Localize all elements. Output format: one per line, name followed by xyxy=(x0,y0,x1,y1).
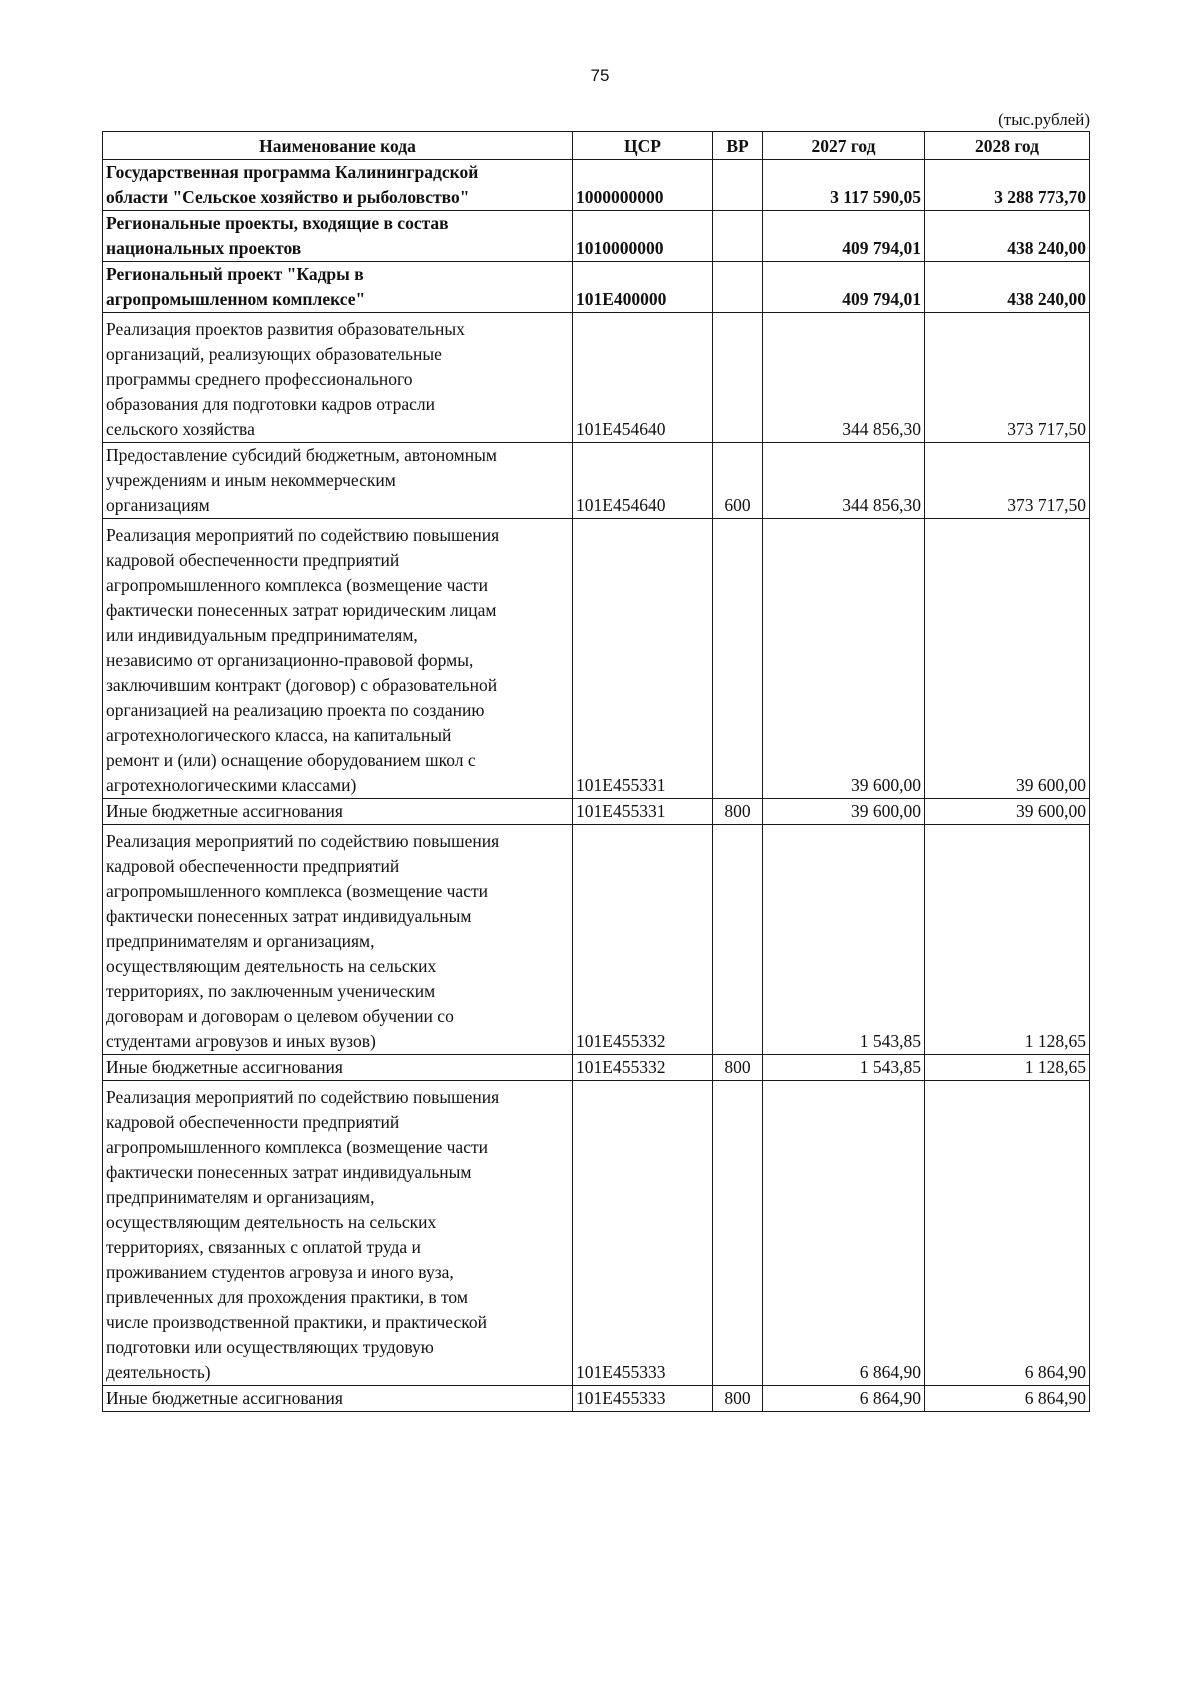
row-vr xyxy=(713,825,763,1055)
row-vr: 800 xyxy=(713,799,763,825)
row-name: Иные бюджетные ассигнования xyxy=(103,1386,573,1412)
header-name: Наименование кода xyxy=(103,132,573,160)
row-vr xyxy=(713,1081,763,1386)
row-csr: 101E454640 xyxy=(573,313,713,443)
row-2028: 1 128,65 xyxy=(925,1055,1090,1081)
header-csr: ЦСР xyxy=(573,132,713,160)
header-vr: ВР xyxy=(713,132,763,160)
row-vr xyxy=(713,519,763,799)
row-csr: 101E400000 xyxy=(573,262,713,313)
table-row xyxy=(103,313,1090,443)
budget-table xyxy=(102,131,1090,1412)
row-csr: 101E454640 xyxy=(573,443,713,519)
header-2027: 2027 год xyxy=(763,132,925,160)
table-row xyxy=(103,799,1090,825)
row-name: Реализация мероприятий по содействию повышения кадровой обеспеченности предприятий агропромышленного комплекса (возмещение части фактически понесенных затрат юридическим лицам или индивидуальным предпринимателям, независимо от организационно-правовой формы, заключившим контракт (договор) с образовательной организацией на реализацию проекта по созданию агротехнологического класса, на капитальный ремонт и (или) оснащение оборудованием школ с агротехнологическими классами) xyxy=(103,519,573,799)
row-2028: 373 717,50 xyxy=(925,443,1090,519)
row-name: Реализация проектов развития образовательных организаций, реализующих образовательные программы среднего профессионального образования для подготовки кадров отрасли сельского хозяйства xyxy=(103,313,573,443)
row-vr xyxy=(713,211,763,262)
row-csr: 1010000000 xyxy=(573,211,713,262)
row-2027: 1 543,85 xyxy=(763,1055,925,1081)
row-2027: 39 600,00 xyxy=(763,519,925,799)
row-vr: 800 xyxy=(713,1055,763,1081)
table-row xyxy=(103,443,1090,519)
row-2027: 39 600,00 xyxy=(763,799,925,825)
row-2027: 409 794,01 xyxy=(763,262,925,313)
row-csr: 101E455333 xyxy=(573,1081,713,1386)
row-name: Иные бюджетные ассигнования xyxy=(103,799,573,825)
row-2027: 344 856,30 xyxy=(763,443,925,519)
row-vr: 600 xyxy=(713,443,763,519)
row-2028: 39 600,00 xyxy=(925,799,1090,825)
units-label: (тыс.рублей) xyxy=(998,110,1090,129)
row-csr: 101E455331 xyxy=(573,519,713,799)
row-vr: 800 xyxy=(713,1386,763,1412)
row-csr: 101E455331 xyxy=(573,799,713,825)
row-name: Реализация мероприятий по содействию повышения кадровой обеспеченности предприятий агропромышленного комплекса (возмещение части фактически понесенных затрат индивидуальным предпринимателям и организациям, осуществляющим деятельность на сельских территориях, связанных с оплатой труда и проживанием студентов агровуза и иного вуза, привлеченных для прохождения практики, в том числе производственной практики, и практической подготовки или осуществляющих трудовую деятельность) xyxy=(103,1081,573,1386)
row-2028: 6 864,90 xyxy=(925,1081,1090,1386)
row-2027: 6 864,90 xyxy=(763,1386,925,1412)
row-2027: 6 864,90 xyxy=(763,1081,925,1386)
row-name: Региональный проект "Кадры в агропромышленном комплексе" xyxy=(103,262,573,313)
row-name: Государственная программа Калининградской области "Сельское хозяйство и рыболовство" xyxy=(103,160,573,211)
table-row xyxy=(103,160,1090,211)
table-row xyxy=(103,825,1090,1055)
row-vr xyxy=(713,262,763,313)
page-number: 75 xyxy=(590,66,610,85)
table-row xyxy=(103,1386,1090,1412)
row-2028: 1 128,65 xyxy=(925,825,1090,1055)
row-name: Предоставление субсидий бюджетным, автономным учреждениям и иным некоммерческим организациям xyxy=(103,443,573,519)
row-csr: 101E455332 xyxy=(573,1055,713,1081)
row-2027: 344 856,30 xyxy=(763,313,925,443)
row-2028: 3 288 773,70 xyxy=(925,160,1090,211)
row-2027: 3 117 590,05 xyxy=(763,160,925,211)
table-row xyxy=(103,1081,1090,1386)
header-2028: 2028 год xyxy=(925,132,1090,160)
row-vr xyxy=(713,313,763,443)
row-2028: 373 717,50 xyxy=(925,313,1090,443)
row-name: Реализация мероприятий по содействию повышения кадровой обеспеченности предприятий агропромышленного комплекса (возмещение части фактически понесенных затрат индивидуальным предпринимателям и организациям, осуществляющим деятельность на сельских территориях, по заключенным ученическим договорам и договорам о целевом обучении со студентами агровузов и иных вузов) xyxy=(103,825,573,1055)
row-csr: 101E455332 xyxy=(573,825,713,1055)
table-row xyxy=(103,1055,1090,1081)
table-header-row xyxy=(103,132,1090,160)
row-2028: 6 864,90 xyxy=(925,1386,1090,1412)
row-vr xyxy=(713,160,763,211)
row-2028: 39 600,00 xyxy=(925,519,1090,799)
row-csr: 101E455333 xyxy=(573,1386,713,1412)
row-csr: 1000000000 xyxy=(573,160,713,211)
table-row xyxy=(103,211,1090,262)
row-2027: 409 794,01 xyxy=(763,211,925,262)
row-name: Региональные проекты, входящие в состав национальных проектов xyxy=(103,211,573,262)
row-2028: 438 240,00 xyxy=(925,262,1090,313)
row-2028: 438 240,00 xyxy=(925,211,1090,262)
row-name: Иные бюджетные ассигнования xyxy=(103,1055,573,1081)
table-row xyxy=(103,262,1090,313)
table-row xyxy=(103,519,1090,799)
row-2027: 1 543,85 xyxy=(763,825,925,1055)
